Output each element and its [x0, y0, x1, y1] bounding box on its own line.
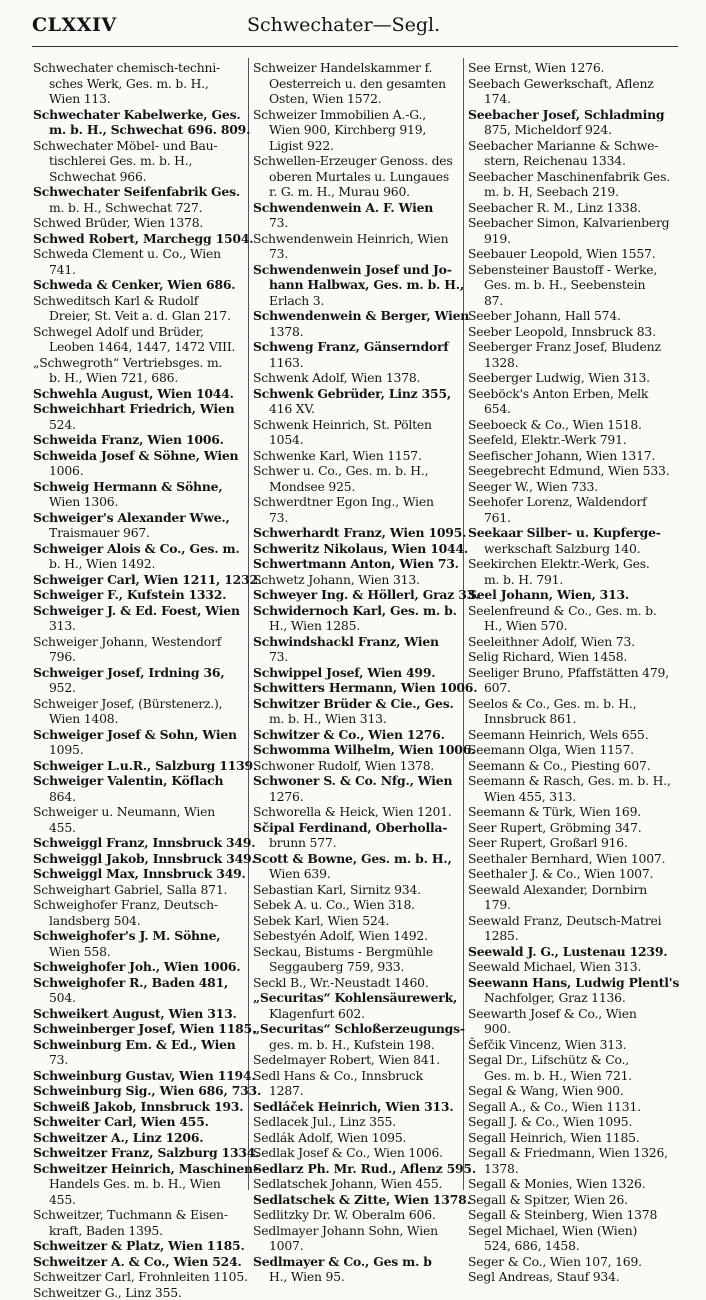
entry-continuation-line: 87.	[468, 293, 674, 309]
directory-entry: Schweighofer R., Baden 481,	[33, 975, 245, 991]
entry-continuation-line: H., Wien 1285.	[253, 618, 459, 634]
directory-entry: Schweng Franz, Gänserndorf	[253, 339, 459, 355]
directory-entry: Schweitzer, Tuchmann & Eisen-	[33, 1207, 245, 1223]
entry-continuation-line: Wien 639.	[253, 866, 459, 882]
directory-entry: Schwendenwein A. F. Wien	[253, 200, 459, 216]
directory-entry: Segall & Friedmann, Wien 1326,	[468, 1145, 674, 1161]
entry-continuation-line: Nachfolger, Graz 1136.	[468, 990, 674, 1006]
entry-continuation-line: Leoben 1464, 1447, 1472 VIII.	[33, 339, 245, 355]
directory-entry: Schweiggl Jakob, Innsbruck 349.	[33, 851, 245, 867]
entry-continuation-line: 607.	[468, 680, 674, 696]
directory-entry: Schweiggl Franz, Innsbruck 349.	[33, 835, 245, 851]
directory-entry: Seekaar Silber- u. Kupferge-	[468, 525, 674, 541]
directory-entry: Seeleithner Adolf, Wien 73.	[468, 634, 674, 650]
directory-entry: Sedl Hans & Co., Innsbruck	[253, 1068, 459, 1084]
directory-entry: Schwendenwein Heinrich, Wien	[253, 231, 459, 247]
entry-continuation-line: Wien 113.	[33, 91, 245, 107]
directory-entry: Segl Andreas, Stauf 934.	[468, 1269, 674, 1285]
header-rule	[32, 46, 678, 47]
directory-entry: Schweikert August, Wien 313.	[33, 1006, 245, 1022]
entry-continuation-line: stern, Reichenau 1334.	[468, 153, 674, 169]
directory-entry: Seebacher Josef, Schladming	[468, 107, 674, 123]
directory-entry: Schwenk Adolf, Wien 1378.	[253, 370, 459, 386]
directory-entry: Seethaler J. & Co., Wien 1007.	[468, 866, 674, 882]
entry-continuation-line: 1378.	[468, 1161, 674, 1177]
directory-entry: Sedlarz Ph. Mr. Rud., Aflenz 595.	[253, 1161, 459, 1177]
page-header	[32, 14, 676, 46]
entry-continuation-line: 741.	[33, 262, 245, 278]
directory-entry: Segal Dr., Lifschütz & Co.,	[468, 1052, 674, 1068]
directory-entry: Schweinburg Gustav, Wien 1194.	[33, 1068, 245, 1084]
directory-entry: Schweighart Gabriel, Salla 871.	[33, 882, 245, 898]
directory-entry: Schwechater Kabelwerke, Ges.	[33, 107, 245, 123]
directory-entry: Seefischer Johann, Wien 1317.	[468, 448, 674, 464]
directory-entry: Segall & Steinberg, Wien 1378	[468, 1207, 674, 1223]
directory-entry: Segel Michael, Wien (Wien)	[468, 1223, 674, 1239]
directory-entry: Schweitzer A. & Co., Wien 524.	[33, 1254, 245, 1270]
entry-continuation-line: m. b. H., Schwechat 696. 809.	[33, 122, 245, 138]
entry-continuation-line: 761.	[468, 510, 674, 526]
directory-entry: Schweiger Alois & Co., Ges. m.	[33, 541, 245, 557]
directory-entry: Schweitzer Carl, Frohnleiten 1105.	[33, 1269, 245, 1285]
directory-entry: Schweiger's Alexander Wwe.,	[33, 510, 245, 526]
directory-entry: Seemann Heinrich, Wels 655.	[468, 727, 674, 743]
entry-continuation-line: b. H., Wien 721, 686.	[33, 370, 245, 386]
directory-entry: Schwippel Josef, Wien 499.	[253, 665, 459, 681]
entry-continuation-line: 919.	[468, 231, 674, 247]
directory-entry: „Securitas“ Kohlensäurewerk,	[253, 990, 459, 1006]
directory-entry: Sedlacek Jul., Linz 355.	[253, 1114, 459, 1130]
entry-continuation-line: Wien 455, 313.	[468, 789, 674, 805]
entry-continuation-line: tischlerei Ges. m. b. H.,	[33, 153, 245, 169]
directory-entry: Schwendenwein Josef und Jo-	[253, 262, 459, 278]
directory-entry: Schweiger L.u.R., Salzburg 1139.	[33, 758, 245, 774]
directory-entry: Schwenke Karl, Wien 1157.	[253, 448, 459, 464]
directory-entry: Sedlatschek & Zitte, Wien 1378.	[253, 1192, 459, 1208]
directory-entry: Schweiger Josef & Sohn, Wien	[33, 727, 245, 743]
entry-continuation-line: 1006.	[33, 463, 245, 479]
directory-entry: Seekirchen Elektr.-Werk, Ges.	[468, 556, 674, 572]
entry-continuation-line: Wien 558.	[33, 944, 245, 960]
directory-entry: Selig Richard, Wien 1458.	[468, 649, 674, 665]
directory-entry: Sedlák Adolf, Wien 1095.	[253, 1130, 459, 1146]
entry-continuation-line: m. b. H, Seebach 219.	[468, 184, 674, 200]
directory-entry: Schweizer Handelskammer f.	[253, 60, 459, 76]
entry-continuation-line: Oesterreich u. den gesamten	[253, 76, 459, 92]
directory-entry: Schweitzer A., Linz 1206.	[33, 1130, 245, 1146]
directory-entry: Seemann & Rasch, Ges. m. b. H.,	[468, 773, 674, 789]
directory-entry: Sčipal Ferdinand, Oberholla-	[253, 820, 459, 836]
entry-continuation-line: oberen Murtales u. Lungaues	[253, 169, 459, 185]
directory-entry: Schweiger Valentin, Köflach	[33, 773, 245, 789]
entry-continuation-line: kraft, Baden 1395.	[33, 1223, 245, 1239]
directory-entry: Sedlatschek Johann, Wien 455.	[253, 1176, 459, 1192]
directory-entry: Schwoner Rudolf, Wien 1378.	[253, 758, 459, 774]
directory-entry: Schweighofer's J. M. Söhne,	[33, 928, 245, 944]
directory-entry: Seger & Co., Wien 107, 169.	[468, 1254, 674, 1270]
directory-entry: Sedlitzky Dr. W. Oberalm 606.	[253, 1207, 459, 1223]
directory-entry: Schwenk Gebrüder, Linz 355,	[253, 386, 459, 402]
directory-entry: Schwechater Seifenfabrik Ges.	[33, 184, 245, 200]
column-1	[33, 60, 245, 1190]
directory-entry: Seer Rupert, Großarl 916.	[468, 835, 674, 851]
directory-entry: Schweyer Ing. & Höllerl, Graz 33.	[253, 587, 459, 603]
directory-entry: Seeliger Bruno, Pfaffstätten 479,	[468, 665, 674, 681]
entry-continuation-line: 313.	[33, 618, 245, 634]
entry-continuation-line: brunn 577.	[253, 835, 459, 851]
entry-continuation-line: r. G. m. H., Murau 960.	[253, 184, 459, 200]
directory-entry: Schweichhart Friedrich, Wien	[33, 401, 245, 417]
directory-entry: Schworella & Heick, Wien 1201.	[253, 804, 459, 820]
directory-entry: Schweinburg Em. & Ed., Wien	[33, 1037, 245, 1053]
entry-continuation-line: H., Wien 570.	[468, 618, 674, 634]
entry-continuation-line: 455.	[33, 820, 245, 836]
entry-continuation-line: 1095.	[33, 742, 245, 758]
entry-continuation-line: 73.	[253, 246, 459, 262]
entry-continuation-line: Mondsee 925.	[253, 479, 459, 495]
entry-continuation-line: 1007.	[253, 1238, 459, 1254]
directory-entry: Seeberger Ludwig, Wien 313.	[468, 370, 674, 386]
entry-continuation-line: Handels Ges. m. b. H., Wien	[33, 1176, 245, 1192]
entry-continuation-line: werkschaft Salzburg 140.	[468, 541, 674, 557]
entry-continuation-line: m. b. H. 791.	[468, 572, 674, 588]
directory-entry: Sebek Karl, Wien 524.	[253, 913, 459, 929]
entry-continuation-line: Wien 1306.	[33, 494, 245, 510]
entry-continuation-line: m. b. H., Schwechat 727.	[33, 200, 245, 216]
entry-continuation-line: 504.	[33, 990, 245, 1006]
directory-entry: Sebastian Karl, Sirnitz 934.	[253, 882, 459, 898]
directory-entry: Schwendenwein & Berger, Wien	[253, 308, 459, 324]
entry-continuation-line: 654.	[468, 401, 674, 417]
directory-entry: Schwindshackl Franz, Wien	[253, 634, 459, 650]
directory-entry: Sedlak Josef & Co., Wien 1006.	[253, 1145, 459, 1161]
directory-entry: Sebensteiner Baustoff - Werke,	[468, 262, 674, 278]
directory-entry: Schweiger F., Kufstein 1332.	[33, 587, 245, 603]
directory-entry: Schweiter Carl, Wien 455.	[33, 1114, 245, 1130]
entry-continuation-line: 1285.	[468, 928, 674, 944]
directory-entry: Segal & Wang, Wien 900.	[468, 1083, 674, 1099]
directory-entry: Schwed Robert, Marchegg 1504.	[33, 231, 245, 247]
directory-entry: Schwitters Hermann, Wien 1006.	[253, 680, 459, 696]
directory-entry: Schweiger Johann, Westendorf	[33, 634, 245, 650]
directory-entry: Sedlmayer Johann Sohn, Wien	[253, 1223, 459, 1239]
directory-entry: Seewann Hans, Ludwig Plentl's	[468, 975, 674, 991]
directory-entry: Schwoner S. & Co. Nfg., Wien	[253, 773, 459, 789]
directory-entry: Schwetz Johann, Wien 313.	[253, 572, 459, 588]
directory-entry: Seewald Alexander, Dornbirn	[468, 882, 674, 898]
entry-continuation-line: 1276.	[253, 789, 459, 805]
entry-continuation-line: m. b. H., Wien 313.	[253, 711, 459, 727]
entry-continuation-line: 73.	[253, 215, 459, 231]
directory-entry: Seer Rupert, Gröbming 347.	[468, 820, 674, 836]
directory-entry: Schwechater Möbel- und Bau-	[33, 138, 245, 154]
directory-entry: Seel Johann, Wien, 313.	[468, 587, 674, 603]
directory-entry: Schweitzer & Platz, Wien 1185.	[33, 1238, 245, 1254]
entry-continuation-line: Osten, Wien 1572.	[253, 91, 459, 107]
entry-continuation-line: 796.	[33, 649, 245, 665]
directory-entry: Seeber Johann, Hall 574.	[468, 308, 674, 324]
directory-entry: Schweiß Jakob, Innsbruck 193.	[33, 1099, 245, 1115]
directory-entry: Schweitzer G., Linz 355.	[33, 1285, 245, 1300]
entry-continuation-line: 524, 686, 1458.	[468, 1238, 674, 1254]
directory-entry: Schweighofer Franz, Deutsch-	[33, 897, 245, 913]
directory-entry: Segall & Monies, Wien 1326.	[468, 1176, 674, 1192]
directory-entry: Schwed Brüder, Wien 1378.	[33, 215, 245, 231]
directory-entry: Schwerhardt Franz, Wien 1095.	[253, 525, 459, 541]
directory-entry: Seegebrecht Edmund, Wien 533.	[468, 463, 674, 479]
directory-entry: Seeger W., Wien 733.	[468, 479, 674, 495]
entry-continuation-line: Ges. m. b. H., Wien 721.	[468, 1068, 674, 1084]
entry-continuation-line: sches Werk, Ges. m. b. H.,	[33, 76, 245, 92]
directory-entry: Schweiger Josef, (Bürstenerz.),	[33, 696, 245, 712]
entry-continuation-line: 864.	[33, 789, 245, 805]
entry-continuation-line: 455.	[33, 1192, 245, 1208]
directory-entry: Schweitzer Heinrich, Maschinen-	[33, 1161, 245, 1177]
directory-entry: Sedelmayer Robert, Wien 841.	[253, 1052, 459, 1068]
directory-entry: Schweda Clement u. Co., Wien	[33, 246, 245, 262]
entry-continuation-line: Dreier, St. Veit a. d. Glan 217.	[33, 308, 245, 324]
directory-entry: Schwitzer & Co., Wien 1276.	[253, 727, 459, 743]
directory-entry: Schweitzer Franz, Salzburg 1334.	[33, 1145, 245, 1161]
entry-continuation-line: 174.	[468, 91, 674, 107]
entry-continuation-line: 1163.	[253, 355, 459, 371]
entry-continuation-line: Klagenfurt 602.	[253, 1006, 459, 1022]
entry-continuation-line: 73.	[253, 649, 459, 665]
entry-continuation-line: 1328.	[468, 355, 674, 371]
directory-entry: Schweiger J. & Ed. Foest, Wien	[33, 603, 245, 619]
entry-continuation-line: b. H., Wien 1492.	[33, 556, 245, 572]
directory-entry: Seebacher Marianne & Schwe-	[468, 138, 674, 154]
entry-continuation-line: Wien 1408.	[33, 711, 245, 727]
directory-entry: Seethaler Bernhard, Wien 1007.	[468, 851, 674, 867]
entry-continuation-line: 73.	[33, 1052, 245, 1068]
entry-continuation-line: 524.	[33, 417, 245, 433]
directory-entry: Schwertmann Anton, Wien 73.	[253, 556, 459, 572]
entry-continuation-line: hann Halbwax, Ges. m. b. H.,	[253, 277, 459, 293]
directory-entry: Seebach Gewerkschaft, Aflenz	[468, 76, 674, 92]
entry-continuation-line: 1287.	[253, 1083, 459, 1099]
directory-entry: Seckl B., Wr.-Neustadt 1460.	[253, 975, 459, 991]
directory-entry: Schweda & Cenker, Wien 686.	[33, 277, 245, 293]
directory-entry: Seeböck's Anton Erben, Melk	[468, 386, 674, 402]
directory-entry: Segall A., & Co., Wien 1131.	[468, 1099, 674, 1115]
directory-entry: „Schwegroth“ Vertriebsges. m.	[33, 355, 245, 371]
directory-entry: Seewarth Josef & Co., Wien	[468, 1006, 674, 1022]
directory-entry: Seebacher Maschinenfabrik Ges.	[468, 169, 674, 185]
entry-continuation-line: Schwechat 966.	[33, 169, 245, 185]
directory-entry: Schweig Hermann & Söhne,	[33, 479, 245, 495]
directory-entry: Seebacher R. M., Linz 1338.	[468, 200, 674, 216]
directory-entry: Schweiggl Max, Innsbruck 349.	[33, 866, 245, 882]
column-2	[253, 60, 459, 1190]
directory-entry: Segall Heinrich, Wien 1185.	[468, 1130, 674, 1146]
directory-entry: Sebek A. u. Co., Wien 318.	[253, 897, 459, 913]
directory-entry: Schwerdtner Egon Ing., Wien	[253, 494, 459, 510]
column-3	[468, 60, 674, 1190]
directory-entry: Schweritz Nikolaus, Wien 1044.	[253, 541, 459, 557]
directory-entry: Schweinburg Sig., Wien 686, 733.	[33, 1083, 245, 1099]
directory-entry: Sedlmayer & Co., Ges m. b	[253, 1254, 459, 1270]
directory-entry: Schweiger u. Neumann, Wien	[33, 804, 245, 820]
directory-entry: Schwer u. Co., Ges. m. b. H.,	[253, 463, 459, 479]
directory-entry: Seeberger Franz Josef, Bludenz	[468, 339, 674, 355]
directory-entry: Seemann & Türk, Wien 169.	[468, 804, 674, 820]
directory-entry: Schweida Franz, Wien 1006.	[33, 432, 245, 448]
directory-entry: Schweiger Carl, Wien 1211, 1232.	[33, 572, 245, 588]
entry-continuation-line: Ges. m. b. H., Seebenstein	[468, 277, 674, 293]
entry-continuation-line: Erlach 3.	[253, 293, 459, 309]
directory-entry: Schwitzer Brüder & Cie., Ges.	[253, 696, 459, 712]
entry-continuation-line: 73.	[253, 510, 459, 526]
entry-continuation-line: 416 XV.	[253, 401, 459, 417]
directory-entry: Seeboeck & Co., Wien 1518.	[468, 417, 674, 433]
entry-continuation-line: H., Wien 95.	[253, 1269, 459, 1285]
directory-entry: Šefčik Vincenz, Wien 313.	[468, 1037, 674, 1053]
directory-entry: Schweiger Josef, Irdning 36,	[33, 665, 245, 681]
entry-continuation-line: 1378.	[253, 324, 459, 340]
directory-entry: Seefeld, Elektr.-Werk 791.	[468, 432, 674, 448]
directory-entry: Seewald Franz, Deutsch-Matrei	[468, 913, 674, 929]
directory-entry: See Ernst, Wien 1276.	[468, 60, 674, 76]
entry-continuation-line: Wien 900, Kirchberg 919,	[253, 122, 459, 138]
directory-entry: Seebauer Leopold, Wien 1557.	[468, 246, 674, 262]
directory-entry: Schwechater chemisch-techni-	[33, 60, 245, 76]
directory-entry: Seemann Olga, Wien 1157.	[468, 742, 674, 758]
directory-entry: Segall & Spitzer, Wien 26.	[468, 1192, 674, 1208]
directory-entry: Seelenfreund & Co., Ges. m. b.	[468, 603, 674, 619]
entry-continuation-line: 900.	[468, 1021, 674, 1037]
directory-entry: Scott & Bowne, Ges. m. b. H.,	[253, 851, 459, 867]
directory-entry: Seelos & Co., Ges. m. b. H.,	[468, 696, 674, 712]
entry-continuation-line: 952.	[33, 680, 245, 696]
directory-entry: Schwenk Heinrich, St. Pölten	[253, 417, 459, 433]
directory-entry: Schwomma Wilhelm, Wien 1006.	[253, 742, 459, 758]
entry-continuation-line: 179.	[468, 897, 674, 913]
entry-continuation-line: landsberg 504.	[33, 913, 245, 929]
directory-entry: Schwidernoch Karl, Ges. m. b.	[253, 603, 459, 619]
directory-entry: Sedláček Heinrich, Wien 313.	[253, 1099, 459, 1115]
entry-continuation-line: Seggauberg 759, 933.	[253, 959, 459, 975]
page-number: CLXXIV	[32, 14, 117, 36]
entry-continuation-line: Traismauer 967.	[33, 525, 245, 541]
directory-entry: Schweizer Immobilien A.-G.,	[253, 107, 459, 123]
directory-entry: Schweinberger Josef, Wien 1185.	[33, 1021, 245, 1037]
directory-entry: Seewald Michael, Wien 313.	[468, 959, 674, 975]
entry-continuation-line: ges. m. b. H., Kufstein 198.	[253, 1037, 459, 1053]
directory-entry: Seebacher Simon, Kalvarienberg	[468, 215, 674, 231]
entry-continuation-line: Ligist 922.	[253, 138, 459, 154]
directory-entry: Schwellen-Erzeuger Genoss. des	[253, 153, 459, 169]
directory-entry: Schwegel Adolf und Brüder,	[33, 324, 245, 340]
running-title: Schwechater—Segl.	[247, 14, 440, 36]
directory-entry: Seeber Leopold, Innsbruck 83.	[468, 324, 674, 340]
directory-entry: Segall J. & Co., Wien 1095.	[468, 1114, 674, 1130]
directory-entry: Seehofer Lorenz, Waldendorf	[468, 494, 674, 510]
directory-entry: Schwehla August, Wien 1044.	[33, 386, 245, 402]
directory-entry: „Securitas“ Schloßerzeugungs-	[253, 1021, 459, 1037]
entry-continuation-line: Innsbruck 861.	[468, 711, 674, 727]
directory-entry: Sebestyén Adolf, Wien 1492.	[253, 928, 459, 944]
directory-entry: Schweighofer Joh., Wien 1006.	[33, 959, 245, 975]
entry-continuation-line: 1054.	[253, 432, 459, 448]
entry-continuation-line: 875, Micheldorf 924.	[468, 122, 674, 138]
directory-entry: Schweditsch Karl & Rudolf	[33, 293, 245, 309]
directory-entry: Seewald J. G., Lustenau 1239.	[468, 944, 674, 960]
directory-entry: Seckau, Bistums - Bergmühle	[253, 944, 459, 960]
directory-entry: Schweida Josef & Söhne, Wien	[33, 448, 245, 464]
directory-entry: Seemann & Co., Piesting 607.	[468, 758, 674, 774]
